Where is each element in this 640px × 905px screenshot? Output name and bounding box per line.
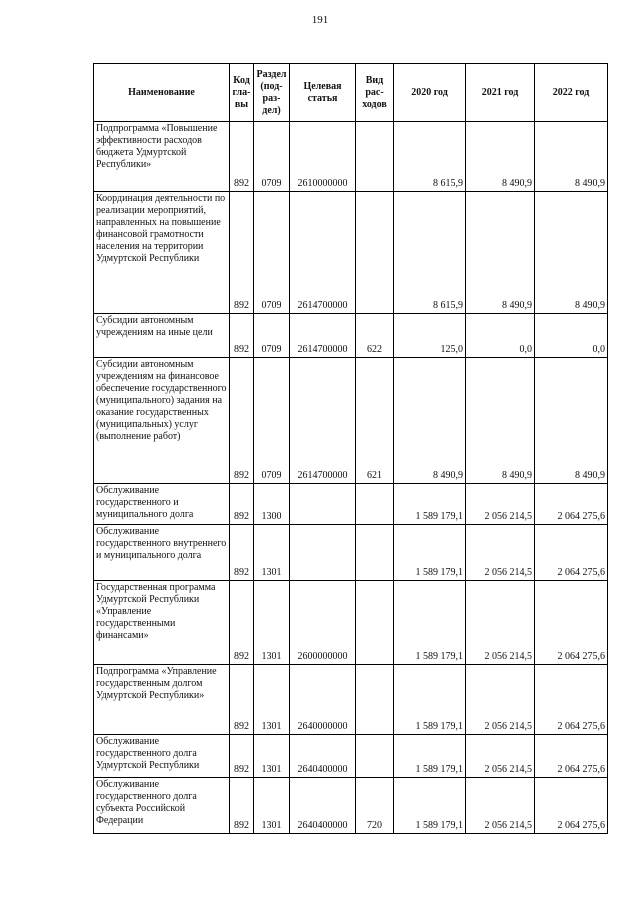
amount-2020-cell: 125,0 bbox=[394, 314, 466, 358]
chapter-cell: 892 bbox=[230, 122, 254, 192]
name-cell bbox=[94, 192, 230, 314]
target-cell bbox=[290, 525, 356, 581]
amount-2022-cell: 2 064 275,6 bbox=[535, 665, 608, 735]
name-text: Обслуживание государственного долга субъекта Российской Федерации bbox=[96, 779, 197, 826]
name-text: Субсидии автономным учреждениям на финансовое обеспечение государственного (муниципального) задания на оказание государственных (муниципальных) услуг (выполнение работ) bbox=[96, 359, 227, 442]
amount-2020-cell: 1 589 179,1 bbox=[394, 581, 466, 665]
target-cell: 2614700000 bbox=[290, 314, 356, 358]
table-row bbox=[94, 192, 608, 314]
expense-cell: 621 bbox=[356, 358, 394, 484]
target-cell: 2640400000 bbox=[290, 735, 356, 778]
name-cell bbox=[94, 525, 230, 581]
expense-cell bbox=[356, 581, 394, 665]
header-expense: Вид рас-ходов bbox=[356, 64, 394, 122]
amount-2020-cell: 1 589 179,1 bbox=[394, 484, 466, 525]
name-text: Подпрограмма «Повышение эффективности расходов бюджета Удмуртской Республики» bbox=[96, 123, 218, 170]
expense-cell: 720 bbox=[356, 778, 394, 834]
section-cell: 0709 bbox=[254, 192, 290, 314]
amount-2020-cell: 8 615,9 bbox=[394, 122, 466, 192]
chapter-cell: 892 bbox=[230, 314, 254, 358]
amount-2021-cell: 2 056 214,5 bbox=[466, 665, 535, 735]
amount-2022-cell: 2 064 275,6 bbox=[535, 525, 608, 581]
chapter-cell: 892 bbox=[230, 358, 254, 484]
amount-2021-cell: 2 056 214,5 bbox=[466, 778, 535, 834]
name-cell bbox=[94, 484, 230, 525]
amount-2022-cell: 2 064 275,6 bbox=[535, 581, 608, 665]
amount-2021-cell: 2 056 214,5 bbox=[466, 525, 535, 581]
amount-2022-cell: 8 490,9 bbox=[535, 122, 608, 192]
table-row bbox=[94, 122, 608, 192]
amount-2022-cell: 2 064 275,6 bbox=[535, 735, 608, 778]
name-cell bbox=[94, 665, 230, 735]
name-cell bbox=[94, 581, 230, 665]
amount-2020-cell: 8 490,9 bbox=[394, 358, 466, 484]
section-cell: 1301 bbox=[254, 778, 290, 834]
table-row bbox=[94, 484, 608, 525]
amount-2022-cell: 8 490,9 bbox=[535, 358, 608, 484]
section-cell: 0709 bbox=[254, 358, 290, 484]
target-cell: 2614700000 bbox=[290, 358, 356, 484]
amount-2020-cell: 8 615,9 bbox=[394, 192, 466, 314]
chapter-cell: 892 bbox=[230, 581, 254, 665]
amount-2020-cell: 1 589 179,1 bbox=[394, 735, 466, 778]
amount-2022-cell: 2 064 275,6 bbox=[535, 484, 608, 525]
page-number: 191 bbox=[311, 14, 329, 26]
target-cell: 2600000000 bbox=[290, 581, 356, 665]
expense-cell: 622 bbox=[356, 314, 394, 358]
expense-cell bbox=[356, 525, 394, 581]
expense-cell bbox=[356, 122, 394, 192]
name-text: Подпрограмма «Управление государственным долгом Удмуртской Республики» bbox=[96, 666, 217, 701]
section-cell: 1301 bbox=[254, 581, 290, 665]
target-cell bbox=[290, 484, 356, 525]
amount-2021-cell: 8 490,9 bbox=[466, 192, 535, 314]
header-section: Раздел (под-раз-дел) bbox=[254, 64, 290, 122]
name-cell bbox=[94, 778, 230, 834]
expense-cell bbox=[356, 192, 394, 314]
table-row bbox=[94, 778, 608, 834]
table-row bbox=[94, 358, 608, 484]
table-row bbox=[94, 525, 608, 581]
name-text: Государственная программа Удмуртской Республики «Управление государственными финансами» bbox=[96, 582, 216, 641]
amount-2020-cell: 1 589 179,1 bbox=[394, 778, 466, 834]
section-cell: 1301 bbox=[254, 735, 290, 778]
section-cell: 0709 bbox=[254, 314, 290, 358]
amount-2021-cell: 2 056 214,5 bbox=[466, 735, 535, 778]
header-2020: 2020 год bbox=[394, 64, 466, 122]
chapter-cell: 892 bbox=[230, 735, 254, 778]
name-cell bbox=[94, 314, 230, 358]
amount-2022-cell: 2 064 275,6 bbox=[535, 778, 608, 834]
chapter-cell: 892 bbox=[230, 192, 254, 314]
table-row bbox=[94, 314, 608, 358]
table-row bbox=[94, 581, 608, 665]
header-2022: 2022 год bbox=[535, 64, 608, 122]
header-name: Наименование bbox=[94, 64, 230, 122]
target-cell: 2614700000 bbox=[290, 192, 356, 314]
amount-2020-cell: 1 589 179,1 bbox=[394, 525, 466, 581]
amount-2021-cell: 0,0 bbox=[466, 314, 535, 358]
chapter-cell: 892 bbox=[230, 778, 254, 834]
header-row bbox=[94, 64, 608, 122]
name-cell bbox=[94, 358, 230, 484]
amount-2021-cell: 8 490,9 bbox=[466, 122, 535, 192]
section-cell: 0709 bbox=[254, 122, 290, 192]
name-text: Координация деятельности по реализации мероприятий, направленных на повышение финансовой грамотности населения на территории Удмуртской Республики bbox=[96, 193, 226, 264]
target-cell: 2610000000 bbox=[290, 122, 356, 192]
name-text: Обслуживание государственного и муниципального долга bbox=[96, 485, 194, 520]
amount-2021-cell: 8 490,9 bbox=[466, 358, 535, 484]
header-target: Целевая статья bbox=[290, 64, 356, 122]
amount-2022-cell: 0,0 bbox=[535, 314, 608, 358]
name-cell bbox=[94, 122, 230, 192]
name-cell bbox=[94, 735, 230, 778]
chapter-cell: 892 bbox=[230, 525, 254, 581]
section-cell: 1301 bbox=[254, 525, 290, 581]
chapter-cell: 892 bbox=[230, 484, 254, 525]
expense-cell bbox=[356, 484, 394, 525]
name-text: Обслуживание государственного долга Удмуртской Республики bbox=[96, 736, 200, 771]
target-cell: 2640400000 bbox=[290, 778, 356, 834]
section-cell: 1301 bbox=[254, 665, 290, 735]
amount-2022-cell: 8 490,9 bbox=[535, 192, 608, 314]
table-row bbox=[94, 665, 608, 735]
budget-table bbox=[93, 63, 608, 834]
name-text: Субсидии автономным учреждениям на иные цели bbox=[96, 315, 213, 338]
amount-2021-cell: 2 056 214,5 bbox=[466, 484, 535, 525]
amount-2021-cell: 2 056 214,5 bbox=[466, 581, 535, 665]
amount-2020-cell: 1 589 179,1 bbox=[394, 665, 466, 735]
chapter-cell: 892 bbox=[230, 665, 254, 735]
header-chapter: Код гла-вы bbox=[230, 64, 254, 122]
target-cell: 2640000000 bbox=[290, 665, 356, 735]
section-cell: 1300 bbox=[254, 484, 290, 525]
name-text: Обслуживание государственного внутреннего и муниципального долга bbox=[96, 526, 227, 561]
table-row bbox=[94, 735, 608, 778]
expense-cell bbox=[356, 735, 394, 778]
header-2021: 2021 год bbox=[466, 64, 535, 122]
expense-cell bbox=[356, 665, 394, 735]
